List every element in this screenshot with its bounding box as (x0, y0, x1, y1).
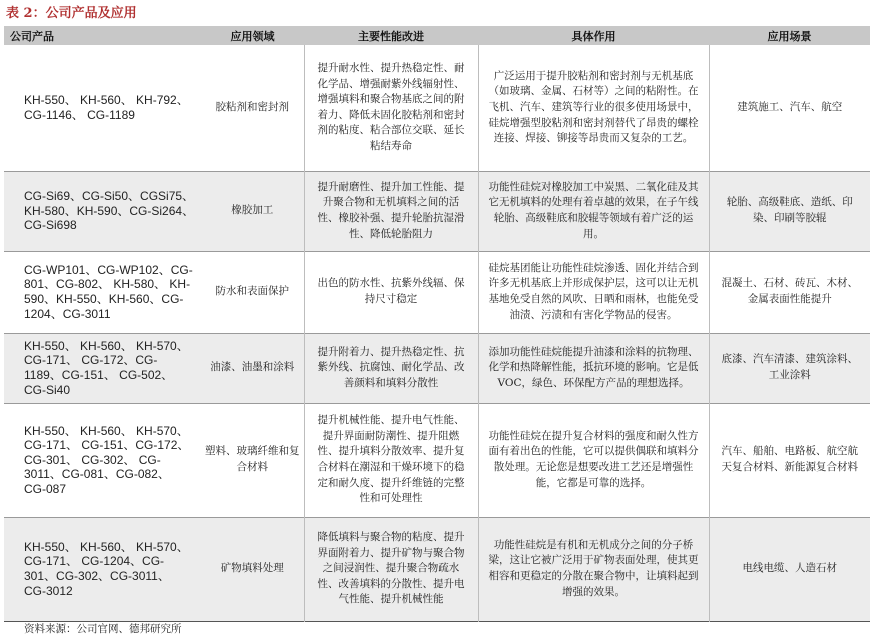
cell-scenario: 底漆、汽车清漆、建筑涂料、工业涂料 (709, 333, 870, 403)
header-field: 应用领域 (201, 26, 304, 45)
cell-scenario: 混凝土、石材、砖瓦、木材、金属表面性能提升 (709, 251, 870, 333)
cell-product: KH-550、 KH-560、 KH-792、CG-1146、 CG-1189 (4, 45, 201, 171)
cell-effect: 广泛运用于提升胶粘剂和密封剂与无机基底（如玻璃、金属、石材等）之间的粘附性。在飞机、汽车、建筑等行业的很多使用场景中，硅烷增强型胶粘剂和密封剂替代了昂贵的螺栓连接、焊接、铆接等昂贵而又复杂的工艺。 (478, 45, 709, 171)
cell-scenario: 汽车、船舶、电路板、航空航天复合材料、新能源复合材料 (709, 403, 870, 517)
cell-product: CG-WP101、CG-WP102、CG-801、CG-802、 KH-580、 KH-590、KH-550、KH-560、CG-1204、CG-3011 (4, 251, 201, 333)
table-row (4, 403, 870, 517)
product-application-table (4, 26, 870, 622)
cell-improvement: 提升耐磨性、提升加工性能、提升聚合物和无机填料之间的活性、橡胶补强、提升轮胎抗湿滑性、降低轮胎阻力 (304, 171, 478, 251)
table-row (4, 45, 870, 171)
cell-effect: 功能性硅烷是有机和无机成分之间的分子桥梁，这让它被广泛用于矿物表面处理，使其更相容和更稳定的分散在聚合物中，让填料起到增强的效果。 (478, 517, 709, 621)
table-title: 表 2：公司产品及应用 (6, 6, 137, 21)
cell-improvement: 降低填料与聚合物的粘度、提升界面附着力、提升矿物与聚合物之间浸润性、提升聚合物疏水性、改善填料的分散性、提升电气性能、提升机械性能 (304, 517, 478, 621)
table-row (4, 171, 870, 251)
cell-product: KH-550、 KH-560、 KH-570、CG-171、 CG-172、CG-1189、CG-151、 CG-502、 CG-Si40 (4, 333, 201, 403)
table-row (4, 333, 870, 403)
cell-effect: 功能性硅烷在提升复合材料的强度和耐久性方面有着出色的性能，它可以提供偶联和填料分散处理。无论您是想要改进工艺还是增强性能，它都是可靠的选择。 (478, 403, 709, 517)
cell-field: 胶粘剂和密封剂 (201, 45, 304, 171)
cell-field: 防水和表面保护 (201, 251, 304, 333)
cell-scenario: 电线电缆、人造石材 (709, 517, 870, 621)
cell-improvement: 提升附着力、提升热稳定性、抗紫外线、抗腐蚀、耐化学品、改善颜料和填料分散性 (304, 333, 478, 403)
cell-scenario: 建筑施工、汽车、航空 (709, 45, 870, 171)
cell-effect: 硅烷基团能让功能性硅烷渗透、固化并结合到许多无机基底上并形成保护层，这可以让无机基地免受自然的风吹、日晒和雨林，也能免受油渍、污渍和有害化学物品的侵害。 (478, 251, 709, 333)
cell-improvement: 出色的防水性、抗紫外线辐、保持尺寸稳定 (304, 251, 478, 333)
cell-improvement: 提升耐水性、提升热稳定性、耐化学品、增强耐紫外线辐射性、增强填料和聚合物基底之间的附着力、降低未固化胶粘剂和密封剂的粘度、粘合部位交联、延长粘结寿命 (304, 45, 478, 171)
table-header-row (4, 26, 870, 45)
cell-field: 橡胶加工 (201, 171, 304, 251)
table-row (4, 517, 870, 621)
cell-improvement: 提升机械性能、提升电气性能、提升界面耐防潮性、提升阻燃性、提升填料分散效率、提升复合材料在潮湿和干燥环境下的稳定和耐久度、提升纤维链的完整性和可处理性 (304, 403, 478, 517)
cell-field: 塑料、玻璃纤维和复合材料 (201, 403, 304, 517)
header-improvement: 主要性能改进 (304, 26, 478, 45)
table-row (4, 251, 870, 333)
source-note: 资料来源：公司官网、德邦研究所 (24, 623, 182, 635)
cell-product: KH-550、 KH-560、 KH-570、CG-171、 CG-1204、CG-301、CG-302、CG-3011、 CG-3012 (4, 517, 201, 621)
cell-field: 矿物填料处理 (201, 517, 304, 621)
cell-product: KH-550、 KH-560、 KH-570、CG-171、 CG-151、CG-172、CG-301、 CG-302、 CG-3011、CG-081、CG-082、 CG-087 (4, 403, 201, 517)
cell-effect: 功能性硅烷对橡胶加工中炭黑、二氧化硅及其它无机填料的处理有着卓越的效果，在子午线轮胎、高级鞋底和胶辊等领域有着广泛的运用。 (478, 171, 709, 251)
cell-field: 油漆、油墨和涂料 (201, 333, 304, 403)
cell-effect: 添加功能性硅烷能提升油漆和涂料的抗物理、化学和热降解性能，抵抗环境的影响。它是低 VOC，绿色、环保配方产品的理想选择。 (478, 333, 709, 403)
header-product: 公司产品 (4, 26, 201, 45)
header-effect: 具体作用 (478, 26, 709, 45)
header-scenario: 应用场景 (709, 26, 870, 45)
cell-product: CG-Si69、CG-Si50、CGSi75、KH-580、KH-590、CG-Si264、CG-Si698 (4, 171, 201, 251)
cell-scenario: 轮胎、高级鞋底、造纸、印染、印刷等胶辊 (709, 171, 870, 251)
